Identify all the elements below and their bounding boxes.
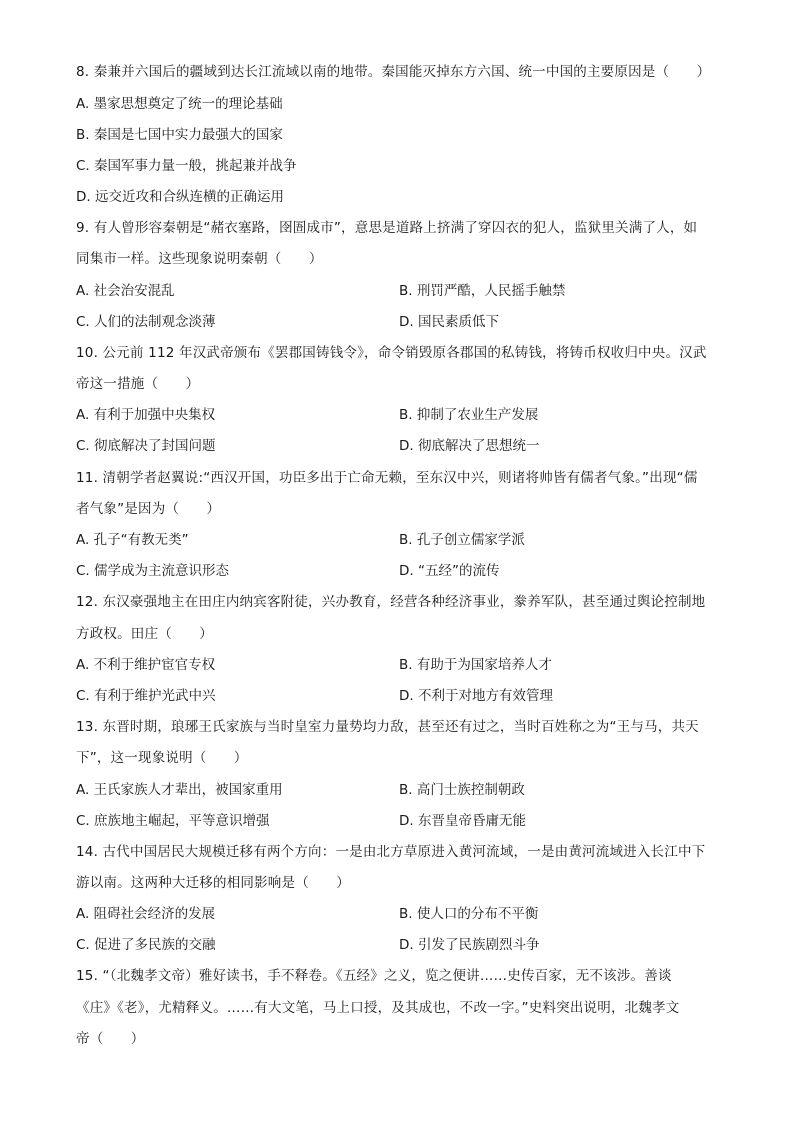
question-8-option-d: D. 远交近攻和合纵连横的正确运用: [76, 189, 284, 205]
question-9-stem-line-2: 同集市一样。这些现象说明秦朝（ ）: [76, 251, 323, 267]
question-8-stem: 8. 秦兼并六国后的疆域到达长江流域以南的地带。秦国能灭掉东方六国、统一中国的主要原因是（ ）: [76, 64, 711, 80]
question-15-stem-line-3: 帝（ ）: [76, 1031, 145, 1047]
question-10-option-b: B. 抑制了农业生产发展: [399, 407, 539, 423]
question-12-option-c: C. 有利于维护光武中兴: [76, 688, 216, 704]
question-15-stem-line-1: 15. “（北魏孝文帝）雅好读书，手不释卷。《五经》之义，览之便讲……史传百家，无不该涉。善谈: [76, 968, 672, 984]
question-12-stem-line-1: 12. 东汉豪强地主在田庄内纳宾客附徒，兴办教育，经营各种经济事业，豢养军队，甚至通过舆论控制地: [76, 594, 706, 610]
question-11-option-b: B. 孔子创立儒家学派: [399, 532, 525, 548]
question-10-option-a: A. 有利于加强中央集权: [76, 407, 216, 423]
question-12-option-d: D. 不利于对地方有效管理: [399, 688, 553, 704]
question-9-stem-line-1: 9. 有人曾形容秦朝是“赭衣塞路，囹圄成市”，意思是道路上挤满了穿囚衣的犯人，监狱里关满了人，如: [76, 220, 698, 236]
question-14-option-d: D. 引发了民族剧烈斗争: [399, 937, 540, 953]
question-11-stem-line-1: 11. 清朝学者赵翼说:“西汉开国，功臣多出于亡命无赖，至东汉中兴，则诸将帅皆有儒者气象。”出现“儒: [76, 470, 698, 486]
question-10-stem-line-1: 10. 公元前 112 年汉武帝颁布《罢郡国铸钱令》，命令销毁原各郡国的私铸钱，将铸币权收归中央。汉武: [76, 345, 707, 361]
question-14-option-b: B. 使人口的分布不平衡: [399, 906, 539, 922]
question-9-option-b: B. 刑罚严酷，人民摇手触禁: [399, 283, 566, 299]
question-10-option-c: C. 彻底解决了封国问题: [76, 438, 216, 454]
question-9-option-a: A. 社会治安混乱: [76, 283, 175, 299]
question-9-option-c: C. 人们的法制观念淡薄: [76, 314, 216, 330]
question-13-option-c: C. 庶族地主崛起，平等意识增强: [76, 813, 270, 829]
question-12-option-a: A. 不利于维护宦官专权: [76, 657, 216, 673]
question-11-stem-line-2: 者气象”是因为（ ）: [76, 501, 221, 517]
question-10-stem-line-2: 帝这一措施（ ）: [76, 376, 200, 392]
question-15-stem-line-2: 《庄》《老》，尤精释义。……有大文笔，马上口授，及其成也，不改一字。”史料突出说明，北魏孝文: [76, 1000, 680, 1016]
question-8-option-c: C. 秦国军事力量一般，挑起兼并战争: [76, 158, 297, 174]
question-12-option-b: B. 有助于为国家培养人才: [399, 657, 552, 673]
question-10-option-d: D. 彻底解决了思想统一: [399, 438, 540, 454]
question-11-option-a: A. 孔子“有教无类”: [76, 532, 189, 548]
question-8-option-b: B. 秦国是七国中实力最强大的国家: [76, 127, 283, 143]
question-11-option-d: D. “五经”的流传: [399, 563, 500, 579]
question-14-option-a: A. 阻碍社会经济的发展: [76, 906, 216, 922]
question-14-stem-line-1: 14. 古代中国居民大规模迁移有两个方向：一是由北方草原进入黄河流域，一是由黄河流域进入长江中下: [76, 844, 706, 860]
question-12-stem-line-2: 方政权。田庄（ ）: [76, 626, 213, 642]
question-14-stem-line-2: 游以南。这两种大迁移的相同影响是（ ）: [76, 875, 350, 891]
question-13-option-a: A. 王氏家族人才辈出，被国家重用: [76, 782, 283, 798]
question-11-option-c: C. 儒学成为主流意识形态: [76, 563, 230, 579]
question-13-stem-line-1: 13. 东晋时期，琅琊王氏家族与当时皇室力量势均力敌，甚至还有过之，当时百姓称之为“王与马，共天: [76, 719, 699, 735]
question-13-stem-line-2: 下”，这一现象说明（ ）: [76, 750, 248, 766]
question-13-option-b: B. 高门士族控制朝政: [399, 782, 525, 798]
question-8-option-a: A. 墨家思想奠定了统一的理论基础: [76, 96, 283, 112]
question-13-option-d: D. 东晋皇帝昏庸无能: [399, 813, 526, 829]
question-14-option-c: C. 促进了多民族的交融: [76, 937, 216, 953]
question-9-option-d: D. 国民素质低下: [399, 314, 499, 330]
